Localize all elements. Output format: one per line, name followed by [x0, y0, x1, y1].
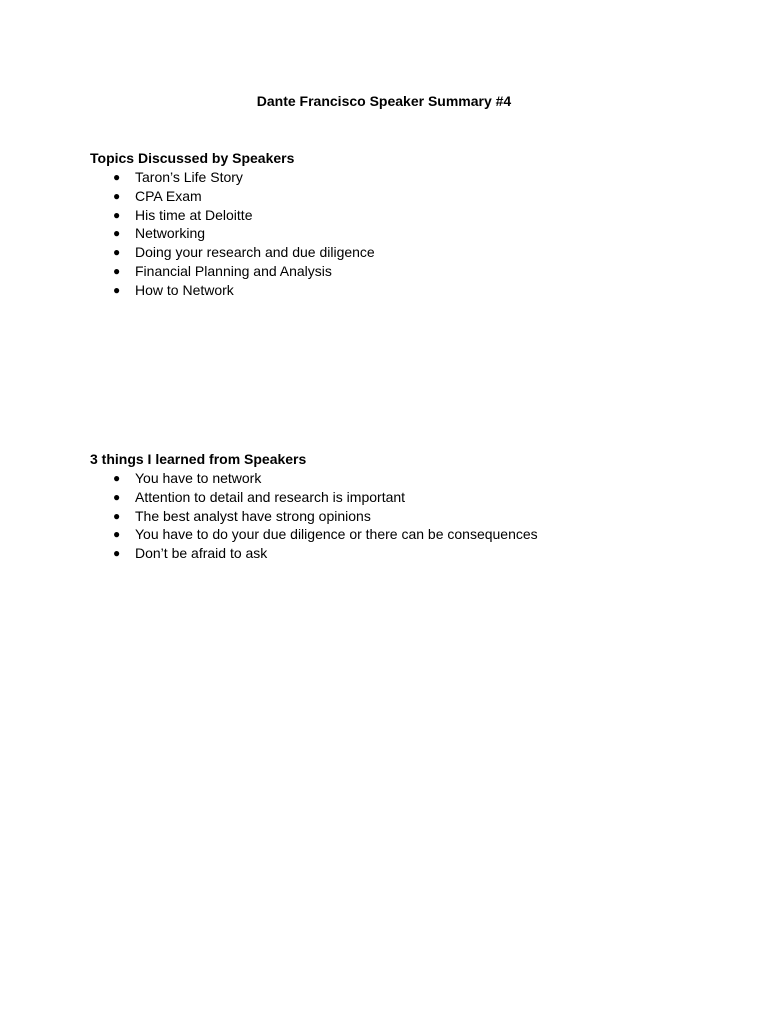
section-heading-topics: Topics Discussed by Speakers	[90, 150, 295, 166]
list-item	[90, 469, 690, 488]
section-learned	[90, 450, 690, 563]
list-item	[90, 262, 690, 281]
list-item-text: The best analyst have strong opinions	[135, 507, 371, 524]
topics-list	[90, 168, 690, 300]
list-item	[90, 224, 690, 243]
bullet-icon: ●	[113, 207, 121, 222]
list-item-text: You have to do your due diligence or there can be consequences	[135, 526, 538, 543]
bullet-icon: ●	[113, 282, 121, 297]
bullet-icon: ●	[113, 226, 121, 241]
list-item	[90, 187, 690, 206]
bullet-icon: ●	[113, 170, 121, 184]
list-item-text: Doing your research and due diligence	[135, 244, 375, 261]
document-title: Dante Francisco Speaker Summary #4	[256, 93, 512, 109]
list-item-text: His time at Deloitte	[135, 206, 253, 223]
bullet-icon: ●	[113, 245, 121, 260]
list-item	[90, 525, 690, 544]
list-item	[90, 544, 690, 563]
bullet-icon: ●	[113, 489, 121, 504]
list-item-text: How to Network	[135, 281, 234, 298]
section-topics	[90, 149, 690, 300]
list-item	[90, 488, 690, 507]
list-item-text: Don’t be afraid to ask	[135, 545, 268, 562]
bullet-icon: ●	[113, 508, 121, 523]
list-item	[90, 507, 690, 526]
list-item	[90, 168, 690, 187]
list-item	[90, 243, 690, 262]
bullet-icon: ●	[113, 546, 121, 561]
list-item	[90, 206, 690, 225]
list-item	[90, 281, 690, 300]
list-item-text: Networking	[135, 225, 206, 242]
list-item-text: Financial Planning and Analysis	[135, 262, 332, 279]
bullet-icon: ●	[113, 188, 121, 203]
section-heading-learned: 3 things I learned from Speakers	[90, 451, 307, 467]
bullet-icon: ●	[113, 527, 121, 542]
list-item-text: Attention to detail and research is important	[135, 488, 406, 505]
list-item-text: CPA Exam	[135, 187, 202, 204]
learned-list	[90, 469, 690, 563]
bullet-icon: ●	[113, 471, 121, 485]
bullet-icon: ●	[113, 263, 121, 278]
list-item-text: Taron’s Life Story	[135, 169, 243, 185]
list-item-text: You have to network	[135, 470, 262, 486]
